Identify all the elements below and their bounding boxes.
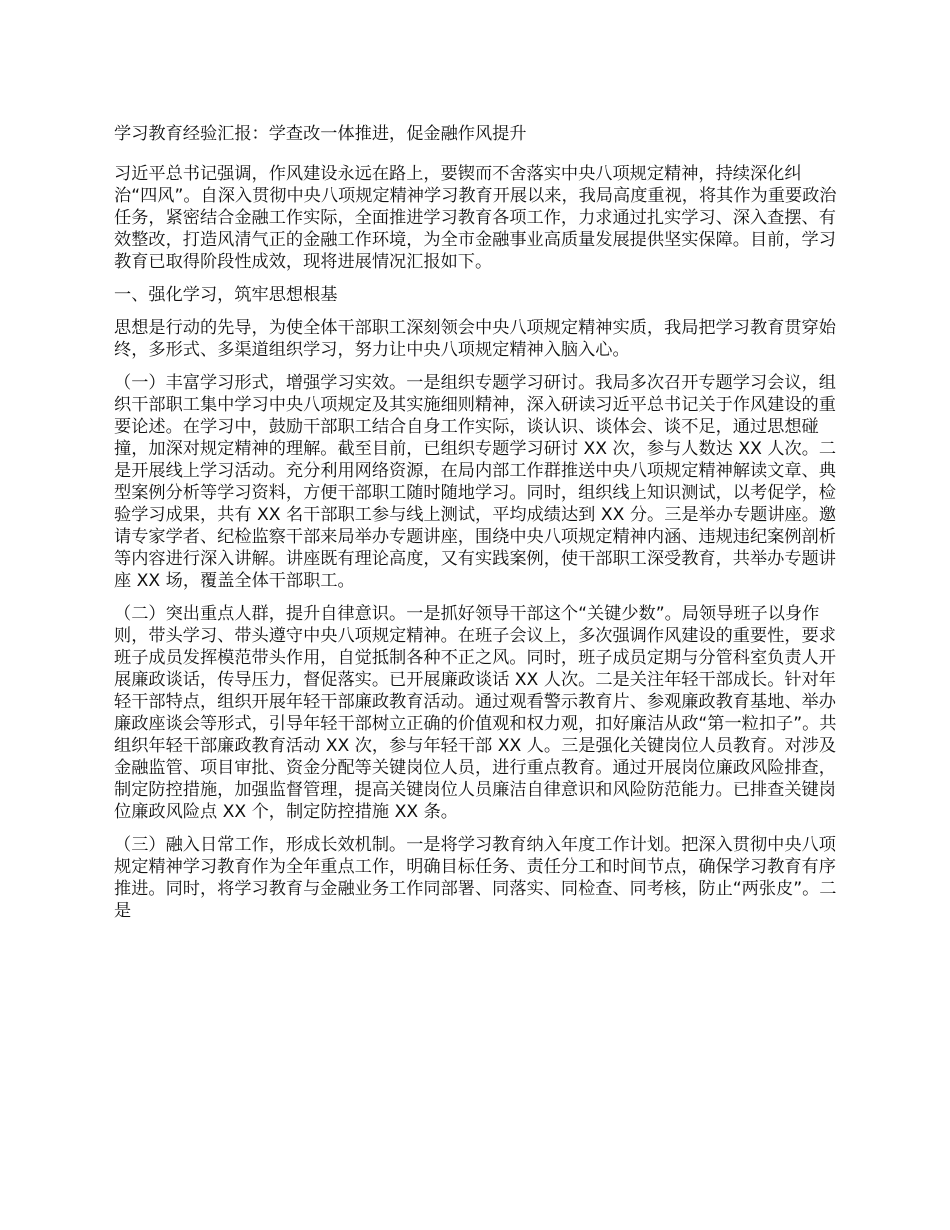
document-title: 学习教育经验汇报：学查改一体推进，促金融作风提升 (114, 124, 527, 144)
subsection-1-paragraph: （一）丰富学习形式，增强学习实效。一是组织专题学习研讨。我局多次召开专题学习会议，组织干部职工集中学习中央八项规定及其实施细则精神，深入研读习近平总书记关于作风建设的重要论述。在学习中，鼓励干部职工结合自身工作实际，谈认识、谈体会、谈不足，通过思想碰撞，加深对规定精神的理解。截至目前，已组织专题学习研讨 XX 次，参与人数达 XX 人次。二是开展线上学习活动。充分利用网络资源，在局内部工作群推送中央八项规定精神解读文章、典型案例分析等学习资料，方便干部职工随时随地学习。同时，组织线上知识测试，以考促学，检验学习成果，共有 XX 名干部职工参与线上测试，平均成绩达到 XX 分。三是举办专题讲座。邀请专家学者、纪检监察干部来局举办专题讲座，围绕中央八项规定精神内涵、违规违纪案例剖析等内容进行深入讲解。讲座既有理论高度，又有实践案例，使干部职工深受教育，共举办专题讲座 XX 场，覆盖全体干部职工。 (114, 373, 837, 591)
subsection-2-paragraph: （二）突出重点人群，提升自律意识。一是抓好领导干部这个“关键少数”。局领导班子以身作则，带头学习、带头遵守中央八项规定精神。在班子会议上，多次强调作风建设的重要性，要求班子成员发挥模范带头作用，自觉抵制各种不正之风。同时，班子成员定期与分管科室负责人开展廉政谈话，传导压力，督促落实。已开展廉政谈话 XX 人次。二是关注年轻干部成长。针对年轻干部特点，组织开展年轻干部廉政教育活动。通过观看警示教育片、参观廉政教育基地、举办廉政座谈会等形式，引导年轻干部树立正确的价值观和权力观，扣好廉洁从政“第一粒扣子”。共组织年轻干部廉政教育活动 XX 次，参与年轻干部 XX 人。三是强化关键岗位人员教育。对涉及金融监管、项目审批、资金分配等关键岗位人员，进行重点教育。通过开展岗位廉政风险排查，制定防控措施，加强监督管理，提高关键岗位人员廉洁自律意识和风险防范能力。已排查关键岗位廉政风险点 XX 个，制定防控措施 XX 条。 (114, 604, 837, 822)
intro-paragraph: 习近平总书记强调，作风建设永远在路上，要锲而不舍落实中央八项规定精神，持续深化纠治“四风”。自深入贯彻中央八项规定精神学习教育开展以来，我局高度重视，将其作为重要政治任务，紧密结合金融工作实际，全面推进学习教育各项工作，力求通过扎实学习、深入查摆、有效整改，打造风清气正的金融工作环境，为全市金融事业高质量发展提供坚实保障。目前，学习教育已取得阶段性成效，现将进展情况汇报如下。 (114, 164, 837, 272)
subsection-3-paragraph: （三）融入日常工作，形成长效机制。一是将学习教育纳入年度工作计划。把深入贯彻中央八项规定精神学习教育作为全年重点工作，明确目标任务、责任分工和时间节点，确保学习教育有序推进。同时，将学习教育与金融业务工作同部署、同落实、同检查、同考核，防止“两张皮”。二是 (114, 835, 837, 921)
section-heading: 一、强化学习，筑牢思想根基 (114, 285, 338, 305)
document-page (114, 123, 842, 933)
section-intro-paragraph: 思想是行动的先导，为使全体干部职工深刻领会中央八项规定精神实质，我局把学习教育贯穿始终，多形式、多渠道组织学习，努力让中央八项规定精神入脑入心。 (114, 318, 836, 360)
